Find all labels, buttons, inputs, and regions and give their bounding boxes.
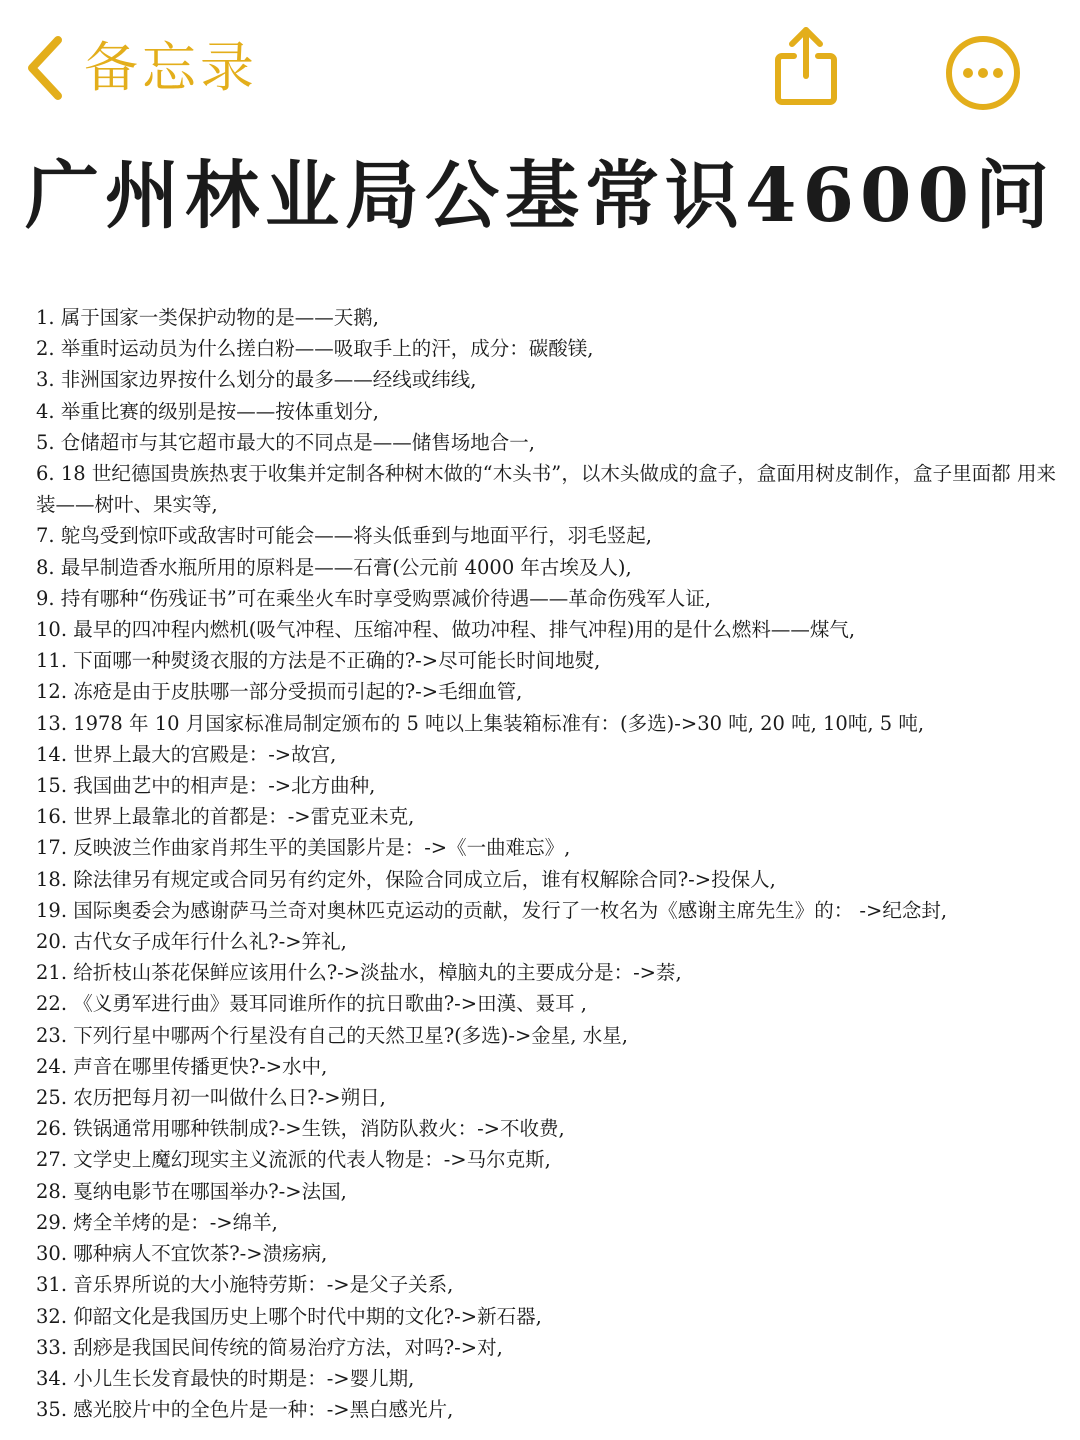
list-item: 12. 冻疮是由于皮肤哪一部分受损而引起的?->毛细血管, (36, 680, 523, 704)
list-item: 18. 除法律另有规定或合同另有约定外，保险合同成立后，谁有权解除合同?->投保人, (36, 867, 776, 891)
list-item: 24. 声音在哪里传播更快?->水中, (36, 1054, 328, 1078)
list-item: 5. 仓储超市与其它超市最大的不同点是——储售场地合一, (36, 430, 536, 454)
share-button[interactable] (770, 24, 842, 108)
list-item: 33. 刮痧是我国民间传统的简易治疗方法，对吗?->对, (36, 1335, 503, 1359)
chevron-left-icon (22, 32, 66, 104)
list-item: 21. 给折枝山茶花保鲜应该用什么?->淡盐水，樟脑丸的主要成分是：->萘, (36, 961, 682, 985)
list-item: 23. 下列行星中哪两个行星没有自己的天然卫星?(多选)->金星, 水星, (36, 1023, 628, 1047)
list-item: 30. 哪种病人不宜饮茶?->溃疡病, (36, 1242, 328, 1266)
list-item: 3. 非洲国家边界按什么划分的最多——经线或纬线, (36, 368, 477, 392)
list-item: 9. 持有哪种“伤残证书”可在乘坐火车时享受购票减价待遇——革命伤残军人证, (36, 586, 711, 610)
list-item: 8. 最早制造香水瓶所用的原料是——石膏(公元前 4000 年古埃及人), (36, 555, 632, 579)
list-item: 2. 举重时运动员为什么搓白粉——吸取手上的汗，成分：碳酸镁, (36, 337, 594, 361)
share-icon (770, 93, 842, 112)
list-item: 29. 烤全羊烤的是：->绵羊, (36, 1210, 278, 1234)
list-item: 22. 《义勇军进行曲》聂耳同谁所作的抗日歌曲?->田漢、聂耳 , (36, 992, 587, 1016)
list-item: 17. 反映波兰作曲家肖邦生平的美国影片是：->《一曲难忘》, (36, 836, 571, 860)
list-item: 35. 感光胶片中的全色片是一种：->黑白感光片, (36, 1398, 454, 1422)
list-item: 16. 世界上最靠北的首都是：->雷克亚未克, (36, 805, 415, 829)
list-item: 20. 古代女子成年行什么礼?->笄礼, (36, 930, 347, 954)
list-item: 15. 我国曲艺中的相声是：->北方曲种, (36, 774, 376, 798)
list-item: 32. 仰韶文化是我国历史上哪个时代中期的文化?->新石器, (36, 1304, 542, 1328)
qa-list (36, 302, 1056, 1425)
list-item: 11. 下面哪一种熨烫衣服的方法是不正确的?->尽可能长时间地熨, (36, 649, 601, 673)
list-item: 6. 18 世纪德国贵族热衷于收集并定制各种树木做的“木头书”，以木头做成的盒子，盒面用树皮制作，盒子里面都 用来装——树叶、果实等, (36, 462, 1056, 517)
list-item: 19. 国际奥委会为感谢萨马兰奇对奥林匹克运动的贡献，发行了一枚名为《感谢主席先生》的： ->纪念封, (36, 898, 948, 922)
list-item: 10. 最早的四冲程内燃机(吸气冲程、压缩冲程、做功冲程、排气冲程)用的是什么燃料——煤气, (36, 618, 856, 642)
list-item: 1. 属于国家一类保护动物的是——天鹅, (36, 306, 380, 329)
list-item: 27. 文学史上魔幻现实主义流派的代表人物是：->马尔克斯, (36, 1148, 551, 1172)
list-item: 14. 世界上最大的宫殿是：->故宫, (36, 742, 337, 766)
list-item: 25. 农历把每月初一叫做什么日?->朔日, (36, 1086, 386, 1110)
note-title: 广州林业局公基常识4600问 (25, 153, 1055, 239)
list-item: 26. 铁锅通常用哪种铁制成?->生铁，消防队救火：->不收费, (36, 1117, 565, 1141)
list-item: 28. 戛纳电影节在哪国举办?->法国, (36, 1179, 347, 1203)
navigation-bar (0, 0, 1080, 130)
list-item: 13. 1978 年 10 月国家标准局制定颁布的 5 吨以上集装箱标准有：(多选)->30 吨, 20 吨, 10吨, 5 吨, (36, 711, 925, 735)
more-icon (944, 97, 1022, 116)
list-item: 7. 鸵鸟受到惊吓或敌害时可能会——将头低垂到与地面平行，羽毛竖起, (36, 524, 653, 548)
list-item: 31. 音乐界所说的大小施特劳斯：->是父子关系, (36, 1273, 454, 1297)
list-item: 4. 举重比赛的级别是按——按体重划分, (36, 399, 380, 423)
back-label: 备忘录 (84, 36, 258, 99)
back-button[interactable] (22, 28, 258, 108)
list-item: 34. 小儿生长发育最快的时期是：->婴儿期, (36, 1366, 415, 1390)
more-button[interactable] (944, 34, 1022, 112)
